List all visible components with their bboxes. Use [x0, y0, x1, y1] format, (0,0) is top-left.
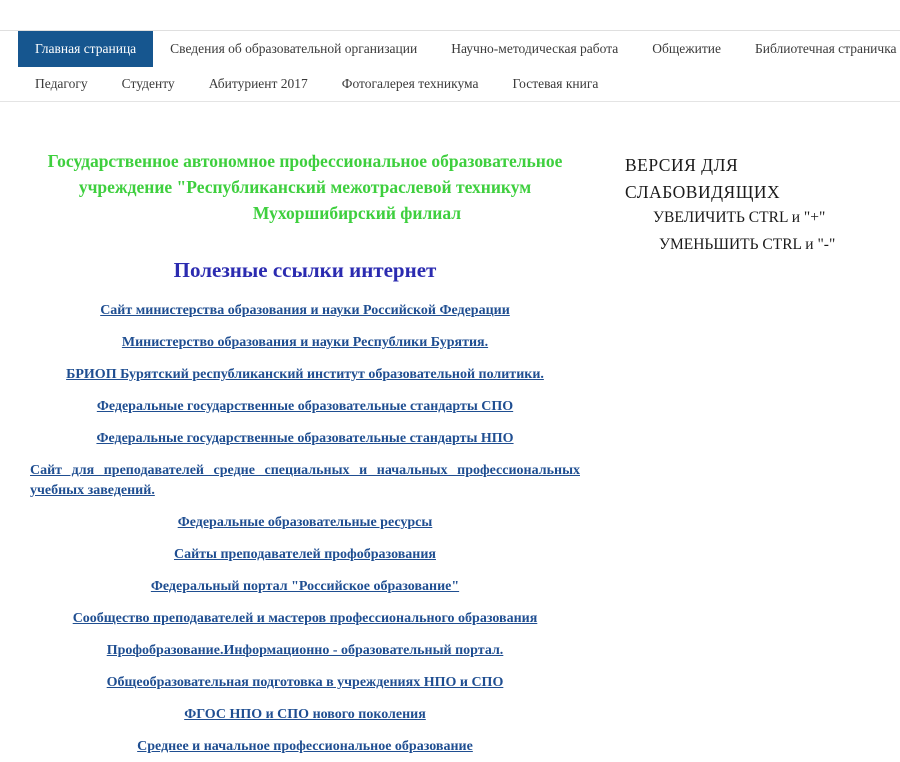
- nav-tab[interactable]: Педагогу: [35, 76, 88, 91]
- list-item: [30, 358, 580, 390]
- list-item: [30, 294, 580, 326]
- zoom-in-hint: УВЕЛИЧИТЬ CTRL и "+": [653, 209, 826, 226]
- useful-link[interactable]: Общеобразовательная подготовка в учреждениях НПО и СПО: [106, 675, 504, 690]
- list-item: [30, 506, 580, 538]
- nav-tab[interactable]: Научно-методическая работа: [451, 41, 619, 56]
- useful-link[interactable]: Федеральные образовательные ресурсы: [177, 515, 433, 530]
- useful-link[interactable]: Сайт для преподавателей средне специальных и начальных профессиональных учебных заведений.: [30, 463, 580, 498]
- vision-impaired-version-label[interactable]: [625, 152, 875, 205]
- useful-link[interactable]: Федеральный портал "Российское образование": [150, 579, 460, 594]
- list-item: [30, 570, 580, 602]
- main-content: [30, 148, 580, 762]
- useful-link[interactable]: Среднее и начальное профессиональное образование: [137, 739, 473, 754]
- nav-row-1: [0, 31, 900, 67]
- nav-tab[interactable]: Абитуриент 2017: [208, 76, 308, 91]
- main-nav: [0, 30, 900, 102]
- list-item: [30, 326, 580, 358]
- page-body: [0, 148, 900, 762]
- nav-tab[interactable]: Фотогалерея техникума: [341, 76, 479, 91]
- nav-row-2: [0, 67, 900, 101]
- useful-links-list: [30, 294, 580, 762]
- useful-link[interactable]: ФГОС НПО и СПО нового поколения: [184, 707, 426, 722]
- list-item: [30, 454, 580, 506]
- org-title: [30, 148, 580, 226]
- zoom-out-hint: УМЕНЬШИТЬ CTRL и "-": [659, 235, 836, 253]
- nav-tab[interactable]: Гостевая книга: [512, 76, 599, 91]
- vision-impaired-line-2: СЛАБОВИДЯЩИХ: [625, 181, 781, 202]
- list-item: [30, 538, 580, 570]
- nav-tab[interactable]: Библиотечная страничка: [754, 41, 897, 56]
- useful-link[interactable]: Профобразование.Информационно - образовательный портал.: [106, 643, 504, 658]
- list-item: [30, 698, 580, 730]
- nav-tab[interactable]: Общежитие: [652, 41, 721, 56]
- list-item: [30, 634, 580, 666]
- org-title-line-3: Мухоршибирский филиал: [252, 203, 462, 223]
- list-item: [30, 422, 580, 454]
- useful-link[interactable]: БРИОП Бурятский республиканский институт образовательной политики.: [66, 367, 544, 382]
- useful-link[interactable]: Министерство образования и науки Республики Бурятия.: [121, 335, 489, 350]
- vision-impaired-line-1: ВЕРСИЯ ДЛЯ: [625, 155, 739, 175]
- useful-link[interactable]: Сообщество преподавателей и мастеров профессионального образования: [72, 611, 538, 626]
- useful-link[interactable]: Федеральные государственные образовательные стандарты СПО: [96, 399, 514, 414]
- useful-link[interactable]: Сайт министерства образования и науки Российской Федерации: [100, 303, 510, 318]
- useful-links-title: Полезные ссылки интернет: [173, 258, 437, 282]
- useful-link[interactable]: Сайты преподавателей профобразования: [173, 547, 436, 562]
- nav-tab[interactable]: Сведения об образовательной организации: [170, 41, 418, 56]
- list-item: [30, 730, 580, 762]
- useful-link[interactable]: Федеральные государственные образовательные стандарты НПО: [96, 431, 514, 446]
- list-item: [30, 666, 580, 698]
- nav-tab[interactable]: Главная страница: [18, 31, 153, 67]
- accessibility-sidebar: [625, 148, 875, 762]
- list-item: [30, 390, 580, 422]
- list-item: [30, 602, 580, 634]
- org-title-line-2: учреждение "Республиканский межотраслевой техникум: [78, 177, 532, 197]
- org-title-line-1: Государственное автономное профессиональное образовательное: [47, 151, 563, 171]
- nav-tab[interactable]: Студенту: [121, 76, 175, 91]
